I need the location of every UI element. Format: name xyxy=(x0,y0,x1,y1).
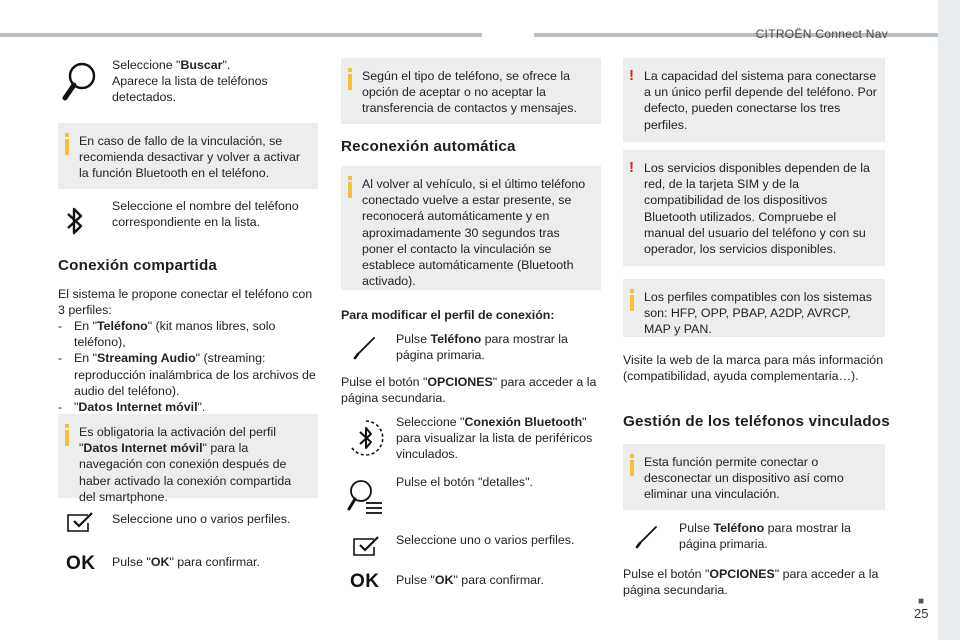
checkbox-icon xyxy=(62,511,96,539)
info-box-auto-reconnect: Al volver al vehículo, si el último teléfono conectado vuelve a estar presente, se reconocerá automáticamente y en aproximadamente 30 segundos tras poner el contacto la vinculación se establece automáticamente (Bluetooth activado). xyxy=(341,166,601,290)
pulse-telefono-instruction: Pulse Teléfono para mostrar la página primaria. xyxy=(396,332,568,363)
profile-list xyxy=(58,318,320,415)
pulse-telefono-instruction: Pulse Teléfono para mostrar la página primaria. xyxy=(679,521,851,552)
modify-profile-subheading: Para modificar el perfil de conexión: xyxy=(341,308,555,322)
info-icon xyxy=(348,176,352,198)
warning-box-single-profile: ! La capacidad del sistema para conectarse a un único perfil depende del teléfono. Por defecto, pueden conectarse los tres perfiles. xyxy=(623,58,885,142)
heading-manage-phones: Gestión de los teléfonos vinculados xyxy=(623,413,890,430)
checkbox-icon xyxy=(348,535,382,563)
list-item: - "Datos Internet móvil". xyxy=(58,400,206,415)
bluetooth-select-instruction: Seleccione el nombre del teléfono correspondiente en la lista. xyxy=(112,199,299,230)
list-item: - En "Streaming Audio" (streaming: reproducción inalámbrica de los archivos de audio del teléfono). xyxy=(58,351,316,398)
select-profiles-instruction: Seleccione uno o varios perfiles. xyxy=(112,512,291,526)
info-icon xyxy=(65,133,69,155)
heading-auto-reconnect: Reconexión automática xyxy=(341,138,516,155)
visit-website-text: Visite la web de la marca para más información (compatibilidad, ayuda complementaria…). xyxy=(623,353,884,384)
confirm-instruction: Pulse "OK" para confirmar. xyxy=(112,555,260,569)
list-item: - En "Teléfono" (kit manos libres, solo teléfono), xyxy=(58,319,276,350)
search-icon xyxy=(62,60,98,108)
info-box-pairing-failure: En caso de fallo de la vinculación, se recomienda desactivar y volver a activar la función Bluetooth en el teléfono. xyxy=(58,123,318,189)
heading-shared-connection: Conexión compartida xyxy=(58,257,218,274)
list-details-icon xyxy=(346,477,386,521)
warning-icon: ! xyxy=(629,159,634,176)
shared-connection-intro: El sistema le propone conectar el teléfono con 3 perfiles: xyxy=(58,287,313,318)
pen-icon xyxy=(350,334,380,366)
info-icon xyxy=(65,424,69,446)
info-box-contacts-transfer: Según el tipo de teléfono, se ofrece la opción de aceptar o no aceptar la transferencia de contactos y mensajes. xyxy=(341,58,601,124)
info-box-manage: Esta función permite conectar o desconectar un dispositivo así como eliminar una vinculación. xyxy=(623,444,885,510)
header-title: CITROËN Connect Nav xyxy=(755,27,888,41)
warning-icon: ! xyxy=(629,67,634,84)
select-profiles-instruction: Seleccione uno o varios perfiles. xyxy=(396,533,575,547)
bluetooth-connection-instruction: Seleccione "Conexión Bluetooth" para visualizar la lista de periféricos vinculados. xyxy=(396,415,593,462)
ok-icon: OK xyxy=(350,571,380,592)
details-instruction: Pulse el botón "detalles". xyxy=(396,475,533,489)
bluetooth-settings-icon xyxy=(346,418,386,462)
search-instruction: Seleccione "Buscar". Aparece la lista de teléfonos detectados. xyxy=(112,58,268,105)
info-icon xyxy=(630,289,634,311)
opciones-instruction: Pulse el botón "OPCIONES" para acceder a la página secundaria. xyxy=(623,567,879,598)
bluetooth-icon xyxy=(64,205,86,241)
warning-box-services: ! Los servicios disponibles dependen de la red, de la tarjeta SIM y de la compatibilidad de los dispositivos Bluetooth utilizados. Compruebe el manual del usuario del teléfono y con su operador, los servicios disponibles. xyxy=(623,150,885,266)
opciones-instruction: Pulse el botón "OPCIONES" para acceder a la página secundaria. xyxy=(341,375,597,406)
page-side-tab xyxy=(938,0,960,640)
info-box-compatible-profiles: Los perfiles compatibles con los sistemas son: HFP, OPP, PBAP, A2DP, AVRCP, MAP y PAN. xyxy=(623,279,885,337)
pen-icon xyxy=(632,523,662,555)
ok-icon: OK xyxy=(66,553,96,574)
confirm-instruction: Pulse "OK" para confirmar. xyxy=(396,573,544,587)
info-icon xyxy=(630,454,634,476)
page-number: 25 xyxy=(914,606,929,621)
info-box-mobile-data: Es obligatoria la activación del perfil "Datos Internet móvil" para la navegación con conexión después de haber activado la conexión compartida del smartphone. xyxy=(58,414,318,498)
header-rule-left xyxy=(0,33,482,37)
info-icon xyxy=(348,68,352,90)
page-marker: ■ xyxy=(918,596,925,607)
